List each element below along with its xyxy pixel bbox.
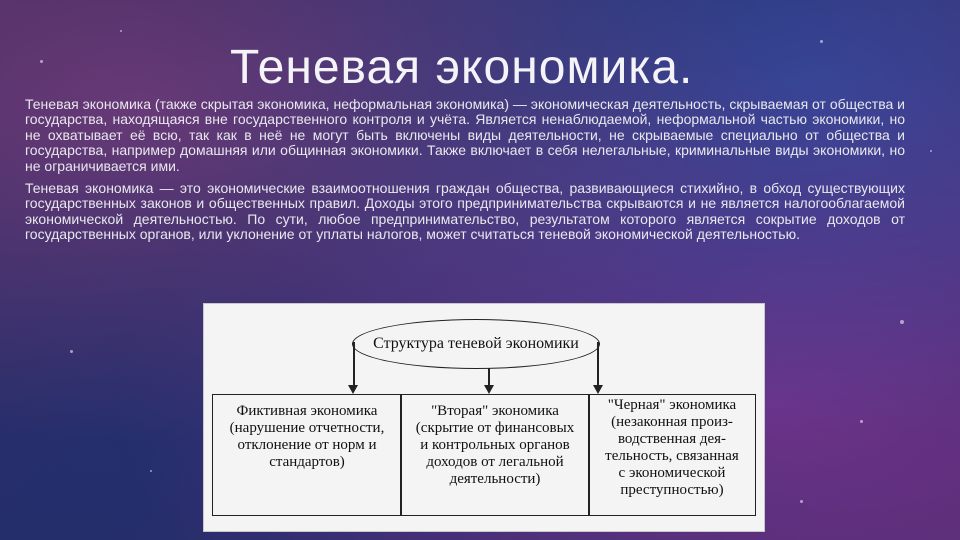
box-line: преступностью) [620,482,724,498]
arrow-down-icon [348,385,358,394]
connector-left [353,342,355,386]
sparkle [800,500,803,503]
box-line: стандартов) [269,454,345,470]
sparkle [150,470,152,472]
box-line: Фиктивная экономика [236,403,378,419]
box-black-economy [588,394,756,516]
slide-title: Теневая экономика. [230,41,694,94]
sparkle [860,420,863,423]
box-line: доходов от легальной [426,454,564,470]
box-line: деятельности) [449,471,541,487]
box-line: и контрольных органов [420,437,570,453]
diagram-root-node: Структура теневой экономики [352,319,600,369]
slide-body [25,97,905,250]
box-line: (скрытие от финансовых [415,420,575,436]
box-line: "Вторая" экономика [431,403,559,419]
box-line: (незаконная произ- [611,414,733,430]
box-line: отклонение от норм и [237,437,377,453]
paragraph-explanation: Теневая экономика — это экономические взаимоотношения граждан общества, развивающиеся стихийно, в обход существующих государственных законов и общественных правил. Доходы этого предпринимательства скрываются и не является налогооблагаемой экономической деятельностью. По сути, любое предпринимательство, результатом которого является сокрытие доходов от государственных органов, или уклонение от уплаты налогов, может считаться теневой экономической деятельностью. [25,180,905,243]
sparkle [820,40,823,43]
box-fictitious-economy [212,394,402,516]
box-second-economy [400,394,590,516]
box-line: водственная дея- [617,431,727,447]
structure-diagram [203,303,765,532]
connector-right [597,342,599,386]
arrow-down-icon [484,385,494,394]
connector-middle [488,368,490,386]
box-line: тельность, связанная [605,448,739,464]
box-line: с экономической [618,465,726,481]
sparkle [930,150,932,152]
sparkle [70,350,73,353]
arrow-down-icon [593,385,603,394]
paragraph-definition: Теневая экономика (также скрытая экономика, неформальная экономика) — экономическая деятельность, скрываемая от общества и государства, находящаяся вне государственного контроля и учёта. Является ненаблюдаемой, неформальной частью экономики, но не охватывает её всю, так как в неё не могут быть включены виды деятельности, не скрываемые специально от общества и государства, например домашняя или общинная экономики. Также включает в себя нелегальные, криминальные виды экономики, но не ограничивается ими. [25,96,905,174]
sparkle [900,320,904,324]
sparkle [120,30,122,32]
box-line: "Черная" экономика [607,397,737,413]
box-line: (нарушение отчетности, [229,420,385,436]
sparkle [40,60,43,63]
